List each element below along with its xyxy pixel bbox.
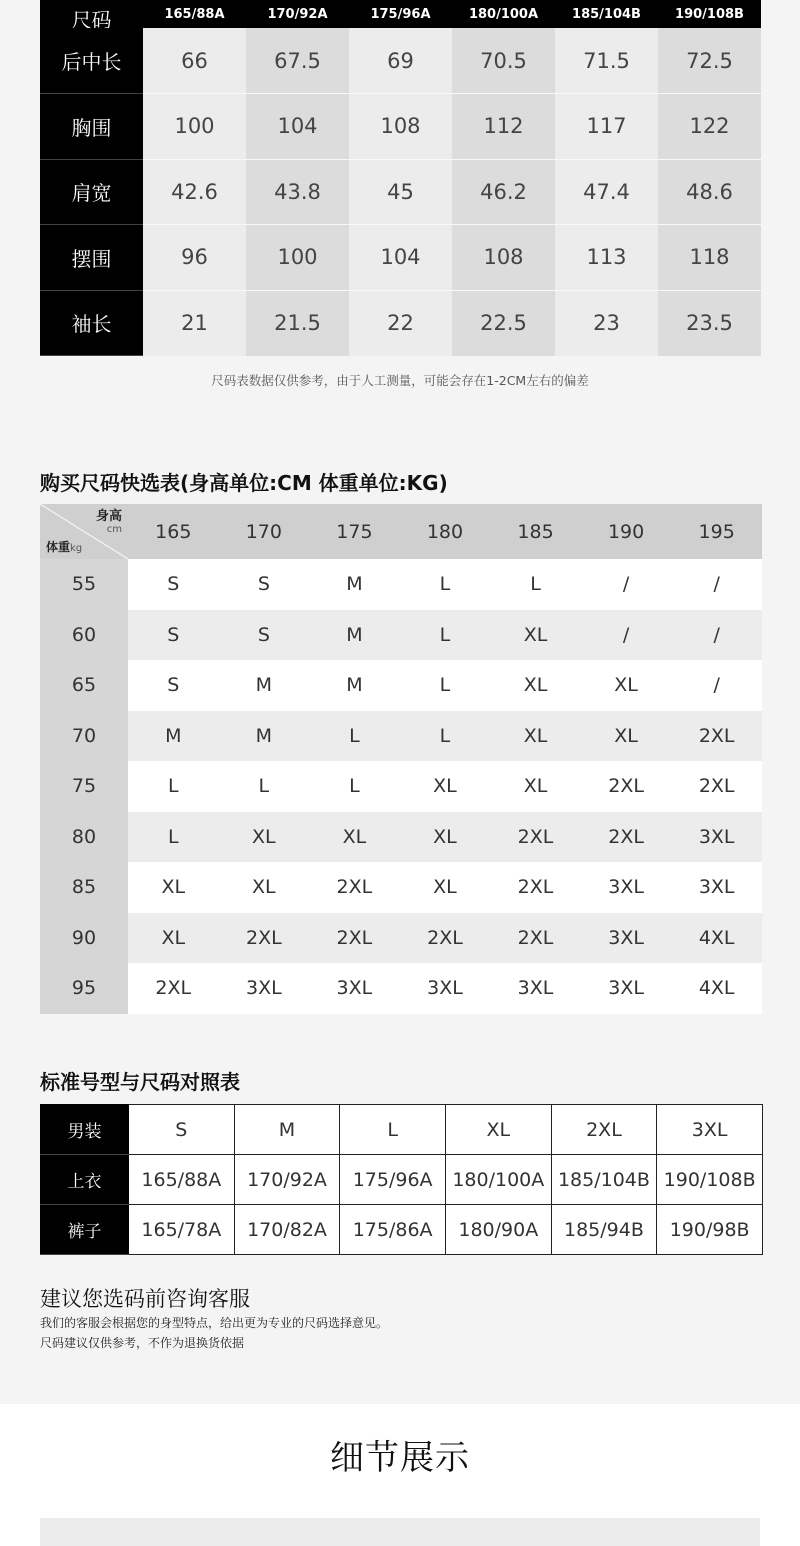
measurement-cell: 22: [349, 290, 452, 356]
standard-cell: 185/94B: [551, 1205, 657, 1255]
size-cell: 3XL: [400, 963, 491, 1014]
weight-cell: 80: [40, 812, 128, 863]
size-cell: 2XL: [581, 761, 672, 812]
size-cell: 4XL: [671, 963, 762, 1014]
size-cell: /: [671, 660, 762, 711]
standard-cell: XL: [445, 1105, 551, 1155]
measurement-header-cell: 165/88A: [143, 0, 246, 28]
standard-cell: 165/88A: [129, 1155, 235, 1205]
size-cell: XL: [581, 660, 672, 711]
height-header-cell: 175: [309, 504, 400, 559]
size-cell: XL: [490, 660, 581, 711]
measurement-cell: 43.8: [246, 159, 349, 225]
size-cell: /: [671, 559, 762, 610]
standard-row-label: 裤子: [41, 1205, 129, 1255]
size-cell: 2XL: [490, 913, 581, 964]
size-cell: 2XL: [581, 812, 672, 863]
size-cell: M: [309, 559, 400, 610]
size-cell: 4XL: [671, 913, 762, 964]
size-cell: L: [128, 761, 219, 812]
size-cell: L: [400, 559, 491, 610]
measurement-header-cell: 190/108B: [658, 0, 761, 28]
measurement-row: [40, 225, 761, 291]
quick-row: [40, 862, 762, 913]
size-cell: 3XL: [581, 963, 672, 1014]
standard-cell: 170/92A: [234, 1155, 340, 1205]
size-cell: 2XL: [219, 913, 310, 964]
measurement-cell: 23.5: [658, 290, 761, 356]
measurement-row-label: 后中长: [40, 28, 143, 94]
size-cell: XL: [219, 862, 310, 913]
size-cell: XL: [128, 862, 219, 913]
standard-cell: 185/104B: [551, 1155, 657, 1205]
measurement-cell: 118: [658, 225, 761, 291]
measurement-cell: 22.5: [452, 290, 555, 356]
size-cell: M: [219, 660, 310, 711]
weight-axis-label: [46, 538, 82, 555]
standard-cell: 175/96A: [340, 1155, 446, 1205]
size-cell: XL: [400, 812, 491, 863]
quick-row: [40, 812, 762, 863]
size-cell: XL: [490, 761, 581, 812]
quick-row: [40, 963, 762, 1014]
advice-line: 我们的客服会根据您的身型特点，给出更为专业的尺码选择意见。: [40, 1316, 389, 1330]
size-cell: L: [128, 812, 219, 863]
size-cell: S: [128, 660, 219, 711]
measurement-header-cell: 180/100A: [452, 0, 555, 28]
size-cell: XL: [490, 711, 581, 762]
size-cell: L: [309, 711, 400, 762]
weight-label-text: 体重: [46, 540, 71, 554]
size-cell: XL: [400, 862, 491, 913]
quick-row: [40, 711, 762, 762]
measurement-row: [40, 94, 761, 160]
height-unit-text: cm: [106, 524, 122, 535]
standard-cell: 170/82A: [234, 1205, 340, 1255]
measurement-cell: 45: [349, 159, 452, 225]
size-cell: /: [671, 610, 762, 661]
size-cell: 3XL: [309, 963, 400, 1014]
height-header-cell: 180: [400, 504, 491, 559]
weight-cell: 65: [40, 660, 128, 711]
size-cell: L: [400, 711, 491, 762]
quick-corner-cell: [40, 504, 128, 559]
size-cell: L: [400, 660, 491, 711]
measurement-header-cell: 175/96A: [349, 0, 452, 28]
measurement-cell: 104: [349, 225, 452, 291]
size-cell: S: [219, 559, 310, 610]
size-cell: 3XL: [671, 862, 762, 913]
standard-cell: S: [129, 1105, 235, 1155]
measurement-note: 尺码表数据仅供参考，由于人工测量，可能会存在1-2CM左右的偏差: [211, 373, 589, 388]
measurement-row: [40, 290, 761, 356]
size-cell: 2XL: [400, 913, 491, 964]
measurement-cell: 112: [452, 94, 555, 160]
measurement-table: [40, 0, 761, 356]
weight-cell: 55: [40, 559, 128, 610]
measurement-header-cell: 170/92A: [246, 0, 349, 28]
measurement-corner-label: 尺码: [40, 0, 143, 28]
weight-cell: 60: [40, 610, 128, 661]
standard-cell: M: [234, 1105, 340, 1155]
height-axis-label: [96, 510, 122, 536]
size-cell: M: [309, 660, 400, 711]
measurement-cell: 69: [349, 28, 452, 94]
size-cell: 3XL: [581, 862, 672, 913]
measurement-row: [40, 159, 761, 225]
measurement-row-label: 袖长: [40, 290, 143, 356]
size-cell: /: [581, 610, 672, 661]
size-cell: L: [309, 761, 400, 812]
size-cell: XL: [219, 812, 310, 863]
quick-row: [40, 660, 762, 711]
detail-title: 细节展示: [330, 1438, 470, 1478]
advice-title: 建议您选码前咨询客服: [40, 1287, 250, 1311]
size-cell: L: [490, 559, 581, 610]
standard-row: [41, 1205, 763, 1255]
measurement-header-row: [40, 0, 761, 28]
measurement-cell: 70.5: [452, 28, 555, 94]
measurement-cell: 108: [349, 94, 452, 160]
measurement-cell: 48.6: [658, 159, 761, 225]
size-cell: 2XL: [490, 862, 581, 913]
measurement-cell: 46.2: [452, 159, 555, 225]
measurement-row-label: 肩宽: [40, 159, 143, 225]
standard-size-table: [40, 1104, 763, 1255]
quick-table-title: 购买尺码快选表(身高单位:CM 体重单位:KG): [40, 471, 448, 495]
size-cell: XL: [309, 812, 400, 863]
measurement-cell: 47.4: [555, 159, 658, 225]
size-cell: 3XL: [671, 812, 762, 863]
measurement-cell: 100: [246, 225, 349, 291]
quick-row: [40, 913, 762, 964]
standard-cell: 180/100A: [445, 1155, 551, 1205]
standard-row: [41, 1155, 763, 1205]
height-header-cell: 195: [671, 504, 762, 559]
standard-row-label: 上衣: [41, 1155, 129, 1205]
standard-cell: 3XL: [657, 1105, 763, 1155]
detail-image-placeholder: [40, 1518, 760, 1546]
measurement-cell: 21.5: [246, 290, 349, 356]
measurement-cell: 23: [555, 290, 658, 356]
size-cell: XL: [490, 610, 581, 661]
standard-cell: L: [340, 1105, 446, 1155]
measurement-cell: 96: [143, 225, 246, 291]
measurement-cell: 104: [246, 94, 349, 160]
standard-cell: 190/98B: [657, 1205, 763, 1255]
size-cell: M: [219, 711, 310, 762]
measurement-cell: 117: [555, 94, 658, 160]
size-cell: M: [309, 610, 400, 661]
size-cell: M: [128, 711, 219, 762]
standard-row-label: 男装: [41, 1105, 129, 1155]
size-cell: 3XL: [490, 963, 581, 1014]
weight-unit-text: kg: [70, 543, 83, 554]
height-header-cell: 190: [581, 504, 672, 559]
standard-cell: 2XL: [551, 1105, 657, 1155]
quick-row: [40, 761, 762, 812]
size-cell: 2XL: [128, 963, 219, 1014]
measurement-cell: 66: [143, 28, 246, 94]
height-header-cell: 170: [219, 504, 310, 559]
size-cell: 2XL: [490, 812, 581, 863]
size-cell: 2XL: [671, 761, 762, 812]
standard-cell: 165/78A: [129, 1205, 235, 1255]
standard-table-title: 标准号型与尺码对照表: [40, 1070, 240, 1094]
size-cell: S: [128, 610, 219, 661]
standard-cell: 175/86A: [340, 1205, 446, 1255]
weight-cell: 70: [40, 711, 128, 762]
standard-row: [41, 1105, 763, 1155]
measurement-cell: 100: [143, 94, 246, 160]
weight-cell: 90: [40, 913, 128, 964]
measurement-cell: 67.5: [246, 28, 349, 94]
weight-cell: 85: [40, 862, 128, 913]
weight-cell: 95: [40, 963, 128, 1014]
measurement-cell: 113: [555, 225, 658, 291]
size-cell: 2XL: [309, 913, 400, 964]
standard-cell: 190/108B: [657, 1155, 763, 1205]
measurement-cell: 72.5: [658, 28, 761, 94]
measurement-row: [40, 28, 761, 94]
size-cell: /: [581, 559, 672, 610]
measurement-cell: 108: [452, 225, 555, 291]
quick-header-row: [40, 504, 762, 559]
height-label-text: 身高: [95, 509, 122, 524]
height-header-cell: 165: [128, 504, 219, 559]
measurement-cell: 71.5: [555, 28, 658, 94]
size-cell: L: [400, 610, 491, 661]
size-cell: XL: [400, 761, 491, 812]
advice-line: 尺码建议仅供参考，不作为退换货依据: [40, 1336, 245, 1350]
measurement-cell: 122: [658, 94, 761, 160]
quick-size-table: [40, 504, 762, 1014]
measurement-row-label: 胸围: [40, 94, 143, 160]
measurement-row-label: 摆围: [40, 225, 143, 291]
size-cell: 3XL: [219, 963, 310, 1014]
size-cell: XL: [581, 711, 672, 762]
size-cell: 2XL: [671, 711, 762, 762]
standard-cell: 180/90A: [445, 1205, 551, 1255]
weight-cell: 75: [40, 761, 128, 812]
quick-row: [40, 559, 762, 610]
measurement-cell: 21: [143, 290, 246, 356]
measurement-header-cell: 185/104B: [555, 0, 658, 28]
size-cell: 3XL: [581, 913, 672, 964]
quick-row: [40, 610, 762, 661]
size-cell: L: [219, 761, 310, 812]
size-cell: S: [219, 610, 310, 661]
height-header-cell: 185: [490, 504, 581, 559]
size-cell: S: [128, 559, 219, 610]
size-cell: 2XL: [309, 862, 400, 913]
size-cell: XL: [128, 913, 219, 964]
measurement-cell: 42.6: [143, 159, 246, 225]
